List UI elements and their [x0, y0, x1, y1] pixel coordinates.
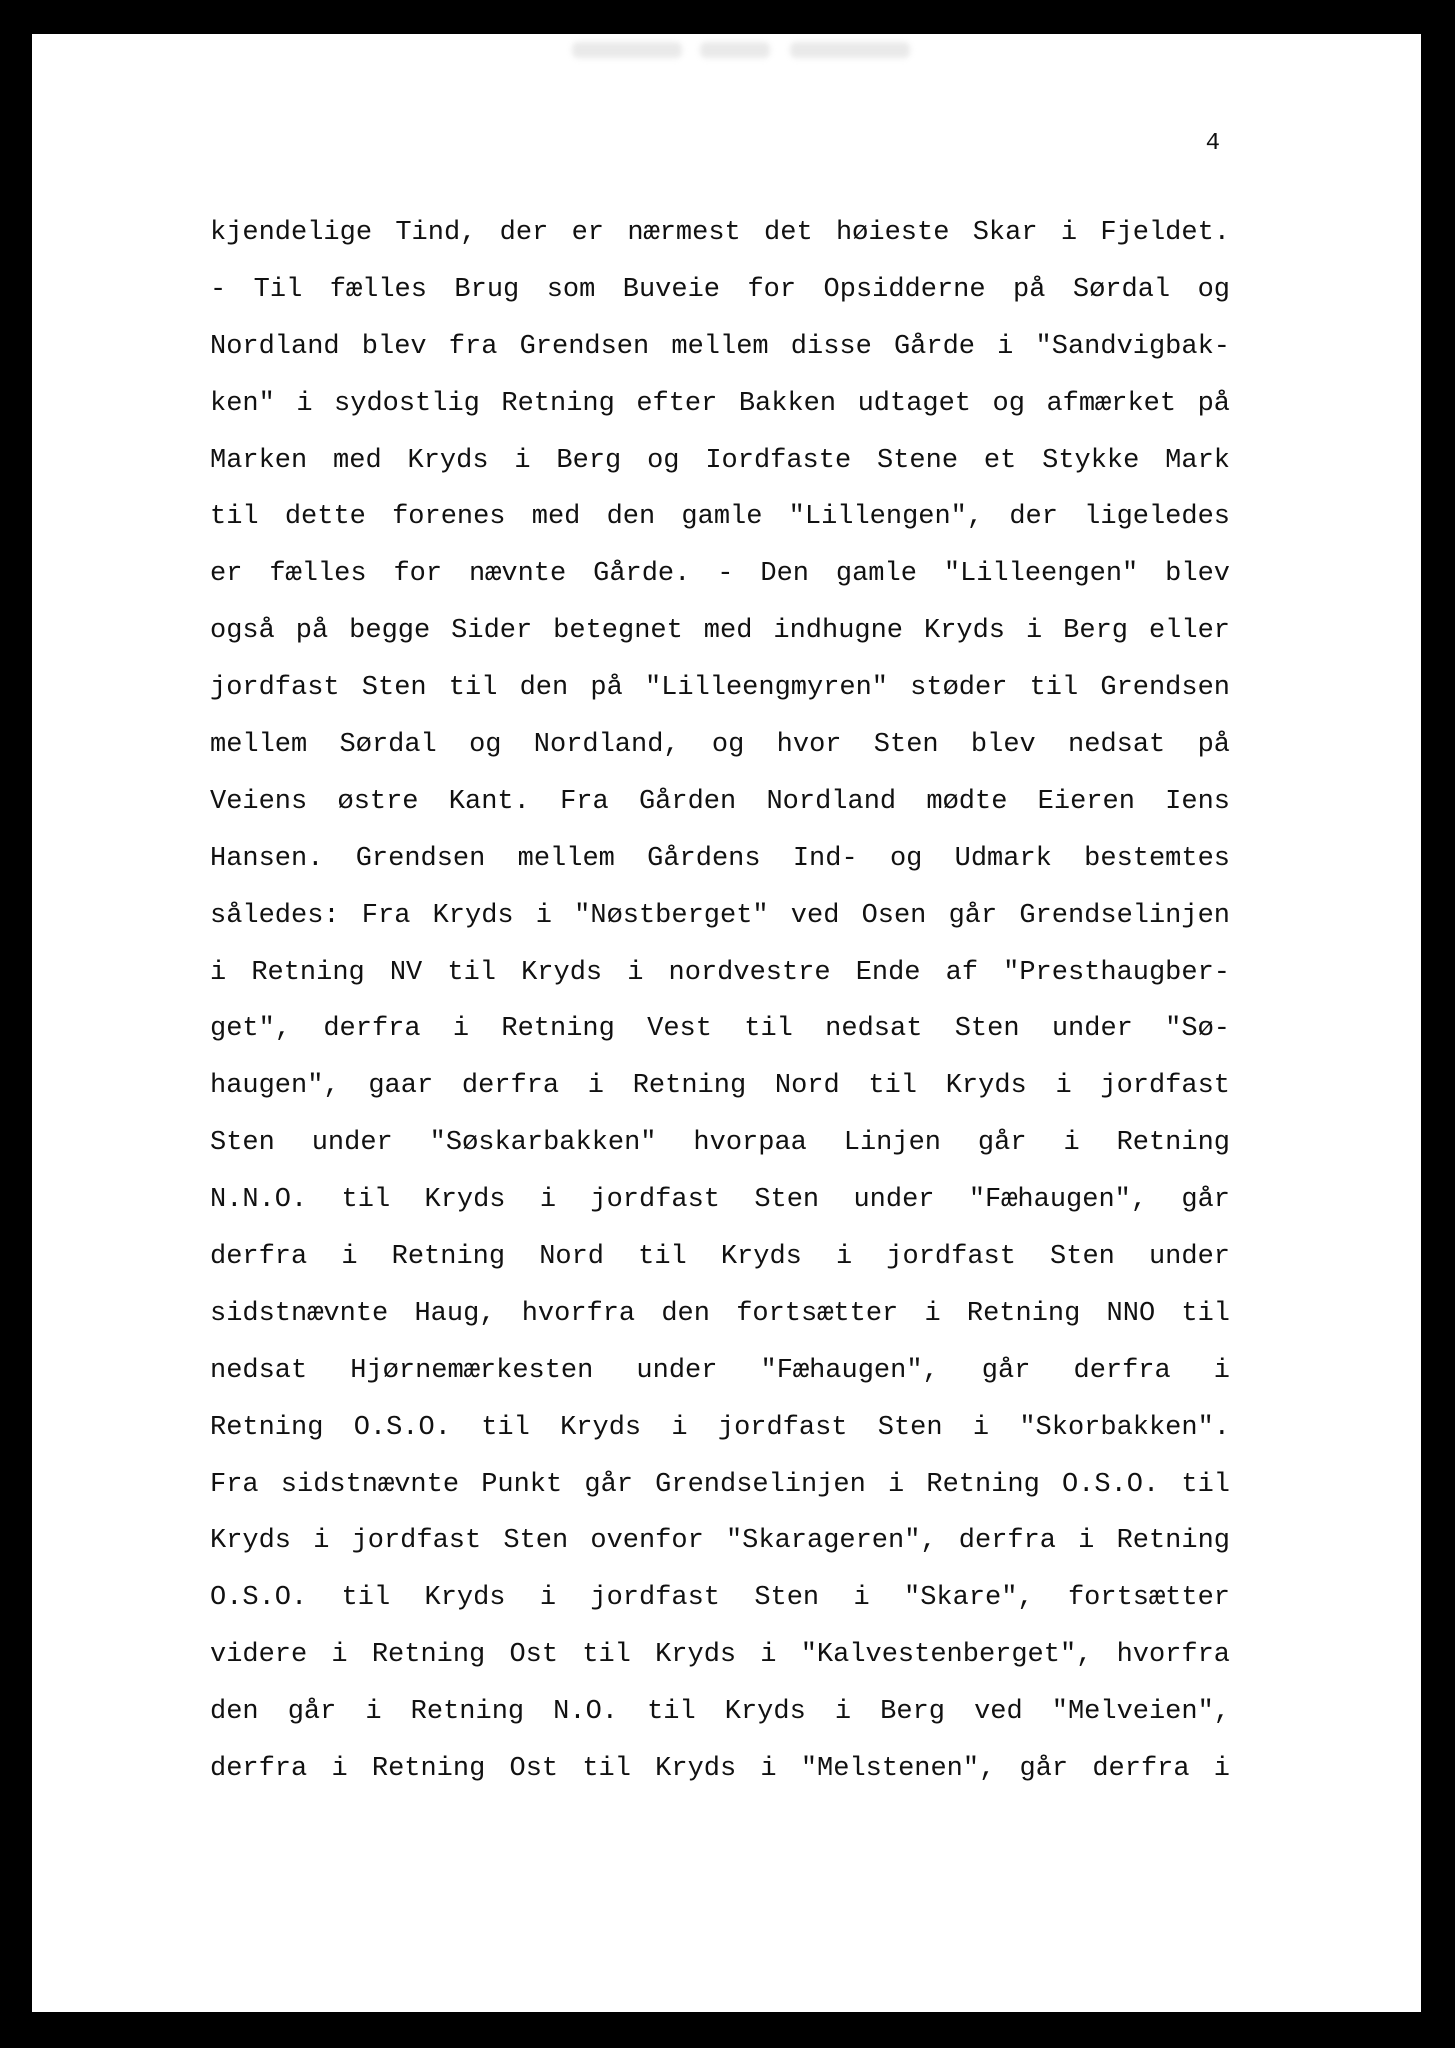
text-line: Nordland blev fra Grendsen mellem disse Gårde i "Sandvigbak-	[210, 331, 1230, 362]
body-text	[210, 205, 1230, 1798]
text-line: derfra i Retning Ost til Kryds i "Melstenen", går derfra i	[210, 1754, 1230, 1785]
text-line: haugen", gaar derfra i Retning Nord til Kryds i jordfast	[210, 1071, 1230, 1102]
text-line: Sten under "Søskarbakken" hvorpaa Linjen går i Retning	[210, 1128, 1230, 1159]
text-line: Veiens østre Kant. Fra Gården Nordland mødte Eieren Iens	[210, 786, 1230, 817]
text-line: således: Fra Kryds i "Nøstberget" ved Osen går Grendselinjen	[210, 900, 1230, 931]
bleed-through-mark	[700, 42, 770, 58]
text-line: - Til fælles Brug som Buveie for Opsidderne på Sørdal og	[210, 274, 1230, 305]
text-line: get", derfra i Retning Vest til nedsat Sten under "Sø-	[210, 1014, 1230, 1045]
text-line: Marken med Kryds i Berg og Iordfaste Stene et Stykke Mark	[210, 445, 1230, 476]
text-line: Kryds i jordfast Sten ovenfor "Skarageren", derfra i Retning	[210, 1526, 1230, 1557]
text-line: videre i Retning Ost til Kryds i "Kalvestenberget", hvorfra	[210, 1640, 1230, 1671]
text-line: til dette forenes med den gamle "Lillengen", der ligeledes	[210, 502, 1230, 533]
text-line: også på begge Sider betegnet med indhugne Kryds i Berg eller	[210, 616, 1230, 647]
text-line: Hansen. Grendsen mellem Gårdens Ind- og Udmark bestemtes	[210, 843, 1230, 874]
text-line: N.N.O. til Kryds i jordfast Sten under "Fæhaugen", går	[210, 1185, 1230, 1216]
text-line: er fælles for nævnte Gårde. - Den gamle "Lilleengen" blev	[210, 559, 1230, 590]
text-line: Retning O.S.O. til Kryds i jordfast Sten i "Skorbakken".	[210, 1412, 1230, 1443]
text-line: Fra sidstnævnte Punkt går Grendselinjen i Retning O.S.O. til	[210, 1469, 1230, 1500]
text-line: derfra i Retning Nord til Kryds i jordfast Sten under	[210, 1242, 1230, 1273]
text-line: sidstnævnte Haug, hvorfra den fortsætter i Retning NNO til	[210, 1298, 1230, 1329]
text-line: mellem Sørdal og Nordland, og hvor Sten blev nedsat på	[210, 730, 1230, 761]
page-number: 4	[1205, 130, 1220, 157]
bleed-through-mark	[790, 42, 910, 58]
text-line: den går i Retning N.O. til Kryds i Berg ved "Melveien",	[210, 1697, 1230, 1728]
text-line: ken" i sydostlig Retning efter Bakken udtaget og afmærket på	[210, 388, 1230, 419]
text-line: O.S.O. til Kryds i jordfast Sten i "Skare", fortsætter	[210, 1583, 1230, 1614]
text-line: jordfast Sten til den på "Lilleengmyren" støder til Grendsen	[210, 673, 1230, 704]
text-line: nedsat Hjørnemærkesten under "Fæhaugen", går derfra i	[210, 1355, 1230, 1386]
text-line: i Retning NV til Kryds i nordvestre Ende af "Presthaugber-	[210, 957, 1230, 988]
bleed-through-mark	[572, 42, 682, 58]
text-line: kjendelige Tind, der er nærmest det høieste Skar i Fjeldet.	[210, 218, 1230, 248]
